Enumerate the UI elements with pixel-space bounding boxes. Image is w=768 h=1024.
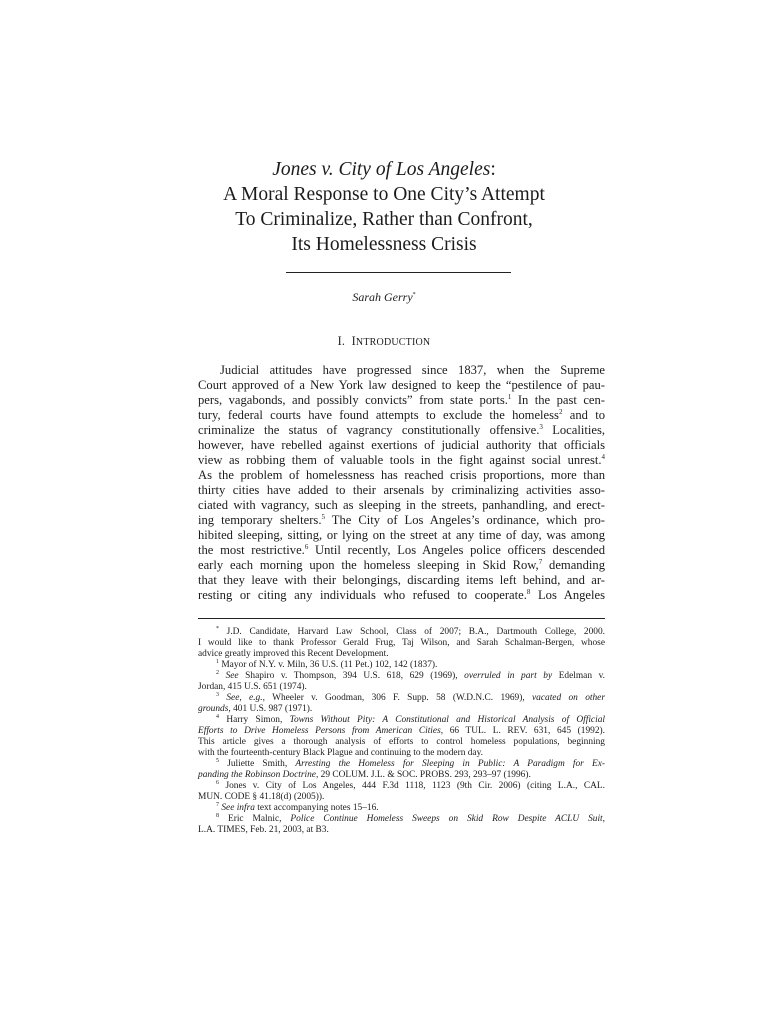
footnote-ref: 2 bbox=[558, 407, 563, 416]
footnote-line: advice greatly improved this Recent Development. bbox=[198, 649, 389, 659]
footnote-line: grounds, 401 U.S. 987 (1971). bbox=[198, 704, 313, 714]
footnote-line: MUN. CODE § 41.18(d) (2005)). bbox=[198, 792, 325, 802]
footnote-line: Efforts to Drive Homeless Persons from American Cities, 66 TUL. L. REV. 631, 645 (1992). bbox=[198, 726, 605, 736]
footnote-4: $^4$ Harry Simon, Towns Without Pity: A Constitutional and Historical Analysis of Official bbox=[216, 713, 605, 725]
body-line: resting or citing any individuals who refused to cooperate.$^8$ Los Angeles bbox=[198, 587, 605, 602]
footnote-ref: 7 bbox=[538, 557, 543, 566]
body-line: however, have rebelled against exertions of judicial authority that officials bbox=[198, 438, 605, 452]
body-line: As the problem of homelessness has reached crisis proportions, more than bbox=[198, 468, 605, 482]
footnote-5: $^5$ Juliette Smith, Arresting the Homeless for Sleeping in Public: A Paradigm for Ex- bbox=[216, 757, 606, 769]
footnote-ref: 5 bbox=[321, 512, 325, 521]
body-line: that they leave with their belongings, discarding items left behind, and ar- bbox=[198, 573, 605, 587]
body-line: view as robbing them of valuable tools in the fight against social unrest.$^4$ bbox=[198, 452, 605, 467]
body-line: thirty cities have added to their arsenals by criminalizing activities asso- bbox=[198, 483, 605, 497]
title-line-3: To Criminalize, Rather than Confront, bbox=[235, 209, 533, 230]
author-byline bbox=[150, 290, 618, 305]
footnote-line: with the fourteenth-century Black Plague and continuing to the modern day. bbox=[198, 748, 483, 758]
footnote-3: $^3$ See, e.g., Wheeler v. Goodman, 306 F. Supp. 58 (W.D.N.C. 1969), vacated on other bbox=[216, 691, 605, 703]
footnote-divider bbox=[198, 618, 605, 619]
body-line: the most restrictive.$^6$ Until recently, Los Angeles police officers descended bbox=[198, 542, 605, 557]
footnote-ref: 4 bbox=[601, 452, 605, 461]
article-title: Jones v. City of Los Angeles: A Moral Response to One City’s Attempt To Criminalize, Rather than Confront, Its Homelessness Crisis bbox=[150, 157, 618, 257]
footnote-ref: 6 bbox=[304, 542, 309, 551]
body-line: early each morning upon the homeless sleeping in Skid Row,$^7$ demanding bbox=[198, 557, 605, 572]
body-line: ing temporary shelters.$^5$ The City of Los Angeles’s ordinance, which pro- bbox=[198, 512, 605, 527]
footnote-line: This article gives a thorough analysis of efforts to control homeless populations, beginning bbox=[198, 737, 605, 747]
author-name: Sarah Gerry bbox=[352, 290, 413, 304]
body-line: Judicial attitudes have progressed since 1837, when the Supreme bbox=[220, 363, 605, 377]
case-name: Jones v. City of Los Angeles bbox=[272, 159, 491, 180]
title-divider bbox=[286, 272, 511, 273]
footnote-1: $^1$ Mayor of N.Y. v. Miln, 36 U.S. (11 Pet.) 102, 142 (1837). bbox=[216, 658, 438, 670]
title-line-2: A Moral Response to One City’s Attempt bbox=[223, 184, 545, 205]
author-footnote-mark: * bbox=[412, 292, 416, 298]
body-line: Court approved of a New York law designed to keep the “pestilence of pau- bbox=[198, 378, 605, 392]
body-line: hibited sleeping, sitting, or lying on the street at any time of day, was among bbox=[198, 528, 605, 542]
body-line: pers, vagabonds, and possibly convicts” from state ports.$^1$ In the past cen- bbox=[198, 392, 605, 407]
footnote-star: * J.D. Candidate, Harvard Law School, Class of 2007; B.A., Dartmouth College, 2000. bbox=[216, 625, 605, 637]
section-heading: I. INTRODUCTION bbox=[337, 334, 431, 348]
footnote-6: $^6$ Jones v. City of Los Angeles, 444 F.3d 1118, 1123 (9th Cir. 2006) (citing L.A., CAL. bbox=[216, 779, 605, 791]
body-line: tury, federal courts have found attempts to exclude the homeless$^2$ and to bbox=[198, 407, 606, 422]
footnote-ref: 8 bbox=[526, 587, 531, 596]
footnote-8: $^8$ Eric Malnic, Police Continue Homeless Sweeps on Skid Row Despite ACLU Suit, bbox=[216, 812, 606, 824]
body-line: criminalize the status of vagrancy constitutionally offensive.$^3$ Localities, bbox=[198, 422, 605, 437]
body-line: ciated with vagrancy, such as sleeping in the streets, panhandling, and erect- bbox=[198, 498, 605, 512]
footnote-line: L.A. TIMES, Feb. 21, 2003, at B3. bbox=[198, 825, 329, 835]
footnote-line: Jordan, 415 U.S. 651 (1974). bbox=[198, 682, 307, 692]
footnote-ref: 1 bbox=[507, 392, 512, 401]
footnote-ref: 3 bbox=[539, 422, 543, 431]
footnote-line: panding the Robinson Doctrine, 29 COLUM. J.L. & SOC. PROBS. 293, 293–97 (1996). bbox=[198, 770, 531, 780]
footnote-2: $^2$ See Shapiro v. Thompson, 394 U.S. 618, 629 (1969), overruled in part by Edelman v. bbox=[216, 669, 606, 681]
footnote-7: $^7$ See infra text accompanying notes 15–16. bbox=[216, 801, 379, 813]
title-line-4: Its Homelessness Crisis bbox=[291, 234, 477, 255]
footnote-line: I would like to thank Professor Gerald Frug, Taj Wilson, and Sarah Schalman-Bergen, whose bbox=[198, 638, 605, 648]
